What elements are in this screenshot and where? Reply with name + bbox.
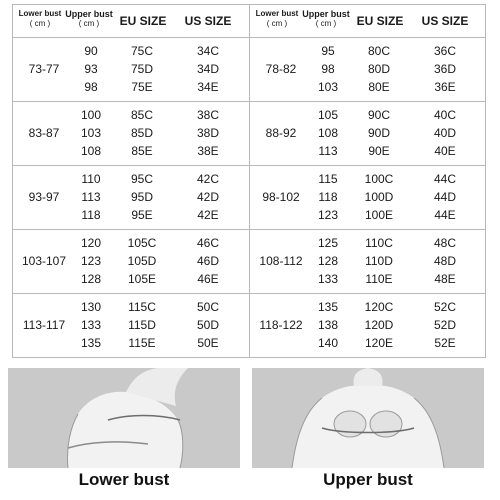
lower-bust-range: 108-112 — [259, 254, 303, 268]
eu-size-value: 100D — [364, 190, 394, 204]
us-size-value: 48E — [434, 272, 456, 286]
size-row — [13, 270, 249, 288]
upper-bust-value: 108 — [80, 144, 102, 158]
upper-bust-value: 98 — [321, 62, 335, 76]
size-group — [250, 229, 486, 293]
upper-bust-value: 95 — [321, 44, 335, 58]
size-group — [13, 101, 249, 165]
size-row — [13, 60, 249, 78]
us-size-value: 46C — [196, 236, 219, 250]
lower-bust-range: 98-102 — [262, 190, 300, 204]
header-unit: ( cm ) — [29, 19, 51, 28]
header-upper-bust-label: Upper bust — [302, 9, 350, 19]
header-unit: ( cm ) — [315, 19, 337, 28]
eu-size-value: 120E — [364, 336, 394, 350]
eu-size-value: 115D — [128, 318, 156, 332]
upper-bust-value: 108 — [317, 126, 339, 140]
upper-bust-value: 120 — [80, 236, 102, 250]
eu-size-value: 95C — [130, 172, 153, 186]
eu-size-value: 95D — [130, 190, 153, 204]
header-lower-bust — [13, 9, 67, 29]
upper-bust-value: 105 — [317, 108, 339, 122]
lower-bust-range: 83-87 — [28, 126, 60, 140]
eu-size-value: 100C — [364, 172, 394, 186]
header-lower-bust-label: Lower bust — [18, 9, 62, 18]
us-size-value: 42D — [196, 190, 219, 204]
size-table-right — [250, 5, 486, 357]
size-row — [250, 170, 486, 188]
size-table-left — [13, 5, 249, 357]
lower-bust-illustration — [8, 368, 240, 468]
us-size-value: 44C — [433, 172, 456, 186]
eu-size-value: 85D — [130, 126, 153, 140]
us-size-value: 38D — [196, 126, 219, 140]
eu-size-value: 90C — [367, 108, 390, 122]
size-group — [13, 229, 249, 293]
upper-bust-value: 123 — [80, 254, 102, 268]
us-size-value: 52E — [434, 336, 456, 350]
lower-bust-range: 113-117 — [22, 318, 66, 332]
us-size-value: 50D — [196, 318, 219, 332]
upper-bust-value: 93 — [84, 62, 98, 76]
upper-bust-value: 135 — [80, 336, 102, 350]
size-group — [13, 37, 249, 101]
size-row — [250, 206, 486, 224]
header-upper-bust-label: Upper bust — [65, 9, 113, 19]
size-row — [13, 142, 249, 160]
us-size-value: 40D — [433, 126, 456, 140]
size-row — [250, 252, 486, 270]
upper-bust-value: 125 — [317, 236, 339, 250]
upper-bust-value: 113 — [81, 190, 101, 204]
upper-bust-value: 115 — [318, 172, 338, 186]
us-size-value: 42E — [197, 208, 219, 222]
size-row — [250, 188, 486, 206]
header-upper-bust — [63, 9, 115, 29]
header-us-size: US SIZE — [421, 14, 469, 28]
size-row — [13, 124, 249, 142]
upper-bust-value: 135 — [317, 300, 339, 314]
us-size-value: 36D — [433, 62, 456, 76]
size-row — [13, 334, 249, 352]
caption-upper-bust: Upper bust — [323, 470, 413, 489]
size-row — [250, 270, 486, 288]
us-size-value: 48D — [433, 254, 456, 268]
size-group — [250, 293, 486, 357]
eu-size-value: 105C — [127, 236, 157, 250]
upper-bust-illustration — [252, 368, 484, 468]
eu-size-value: 80D — [367, 62, 390, 76]
eu-size-value: 80C — [367, 44, 390, 58]
eu-size-value: 85E — [131, 144, 153, 158]
eu-size-value: 120D — [364, 318, 394, 332]
us-size-value: 38E — [197, 144, 219, 158]
size-chart-table — [12, 4, 486, 358]
header-eu-size: EU SIZE — [119, 14, 167, 28]
eu-size-value: 110D — [365, 254, 393, 268]
size-row — [250, 60, 486, 78]
size-row — [13, 42, 249, 60]
upper-bust-value: 118 — [318, 190, 338, 204]
upper-bust-value: 103 — [317, 80, 339, 94]
eu-size-value: 100E — [364, 208, 394, 222]
us-size-value: 34E — [197, 80, 219, 94]
eu-size-value: 75C — [130, 44, 153, 58]
eu-size-value: 115E — [128, 336, 156, 350]
header-unit: ( cm ) — [78, 19, 100, 28]
us-size-value: 36C — [433, 44, 456, 58]
eu-size-value: 90D — [367, 126, 390, 140]
us-size-value: 38C — [196, 108, 219, 122]
table-header — [250, 5, 486, 37]
eu-size-value: 85C — [130, 108, 153, 122]
us-size-value: 50E — [197, 336, 219, 350]
size-row — [250, 316, 486, 334]
upper-bust-value: 130 — [80, 300, 102, 314]
upper-bust-figure-image — [252, 368, 484, 468]
upper-bust-value: 110 — [81, 172, 101, 186]
upper-bust-value: 100 — [80, 108, 102, 122]
size-row — [250, 78, 486, 96]
size-group — [13, 165, 249, 229]
size-row — [13, 170, 249, 188]
header-us-size: US SIZE — [184, 14, 232, 28]
eu-size-value: 115C — [128, 300, 156, 314]
lower-bust-range: 88-92 — [265, 126, 297, 140]
us-size-value: 36E — [434, 80, 456, 94]
lower-bust-range: 103-107 — [21, 254, 67, 268]
size-group — [13, 293, 249, 357]
us-size-value: 44D — [433, 190, 456, 204]
upper-bust-value: 113 — [318, 144, 338, 158]
size-row — [250, 124, 486, 142]
lower-bust-range: 118-122 — [259, 318, 303, 332]
us-size-value: 40E — [434, 144, 456, 158]
header-eu-size: EU SIZE — [356, 14, 404, 28]
header-lower-bust — [250, 9, 304, 29]
upper-bust-value: 133 — [80, 318, 102, 332]
lower-bust-figure-image — [8, 368, 240, 468]
us-size-value: 46E — [197, 272, 219, 286]
size-row — [13, 316, 249, 334]
upper-bust-value: 128 — [317, 254, 339, 268]
eu-size-value: 120C — [364, 300, 394, 314]
size-row — [250, 334, 486, 352]
table-header — [13, 5, 249, 37]
eu-size-value: 75D — [130, 62, 153, 76]
size-group — [250, 101, 486, 165]
caption-lower-bust: Lower bust — [78, 470, 170, 489]
us-size-value: 48C — [433, 236, 456, 250]
size-row — [13, 234, 249, 252]
us-size-value: 52D — [433, 318, 456, 332]
eu-size-value: 110E — [365, 272, 393, 286]
size-row — [250, 298, 486, 316]
upper-bust-value: 90 — [84, 44, 98, 58]
size-row — [250, 234, 486, 252]
us-size-value: 52C — [433, 300, 456, 314]
us-size-value: 34D — [196, 62, 219, 76]
upper-bust-value: 128 — [80, 272, 102, 286]
upper-bust-value: 140 — [317, 336, 339, 350]
eu-size-value: 105E — [127, 272, 157, 286]
us-size-value: 40C — [433, 108, 456, 122]
eu-size-value: 80E — [368, 80, 390, 94]
eu-size-value: 95E — [131, 208, 153, 222]
us-size-value: 42C — [196, 172, 219, 186]
size-row — [250, 42, 486, 60]
eu-size-value: 110C — [365, 236, 393, 250]
upper-bust-value: 118 — [81, 208, 101, 222]
size-row — [250, 142, 486, 160]
size-row — [13, 188, 249, 206]
size-row — [250, 106, 486, 124]
us-size-value: 50C — [196, 300, 219, 314]
header-upper-bust — [300, 9, 352, 29]
upper-bust-value: 103 — [80, 126, 102, 140]
upper-bust-value: 123 — [317, 208, 339, 222]
lower-bust-range: 73-77 — [28, 62, 60, 76]
lower-bust-range: 78-82 — [265, 62, 297, 76]
us-size-value: 46D — [196, 254, 219, 268]
size-group — [250, 37, 486, 101]
eu-size-value: 105D — [127, 254, 157, 268]
header-unit: ( cm ) — [266, 19, 288, 28]
us-size-value: 44E — [434, 208, 456, 222]
size-row — [13, 298, 249, 316]
us-size-value: 34C — [196, 44, 219, 58]
lower-bust-range: 93-97 — [28, 190, 60, 204]
eu-size-value: 90E — [368, 144, 390, 158]
size-row — [13, 252, 249, 270]
size-row — [13, 106, 249, 124]
size-row — [13, 78, 249, 96]
size-group — [250, 165, 486, 229]
upper-bust-value: 98 — [84, 80, 98, 94]
upper-bust-value: 138 — [317, 318, 339, 332]
header-lower-bust-label: Lower bust — [255, 9, 299, 18]
eu-size-value: 75E — [131, 80, 153, 94]
size-row — [13, 206, 249, 224]
upper-bust-value: 133 — [317, 272, 339, 286]
